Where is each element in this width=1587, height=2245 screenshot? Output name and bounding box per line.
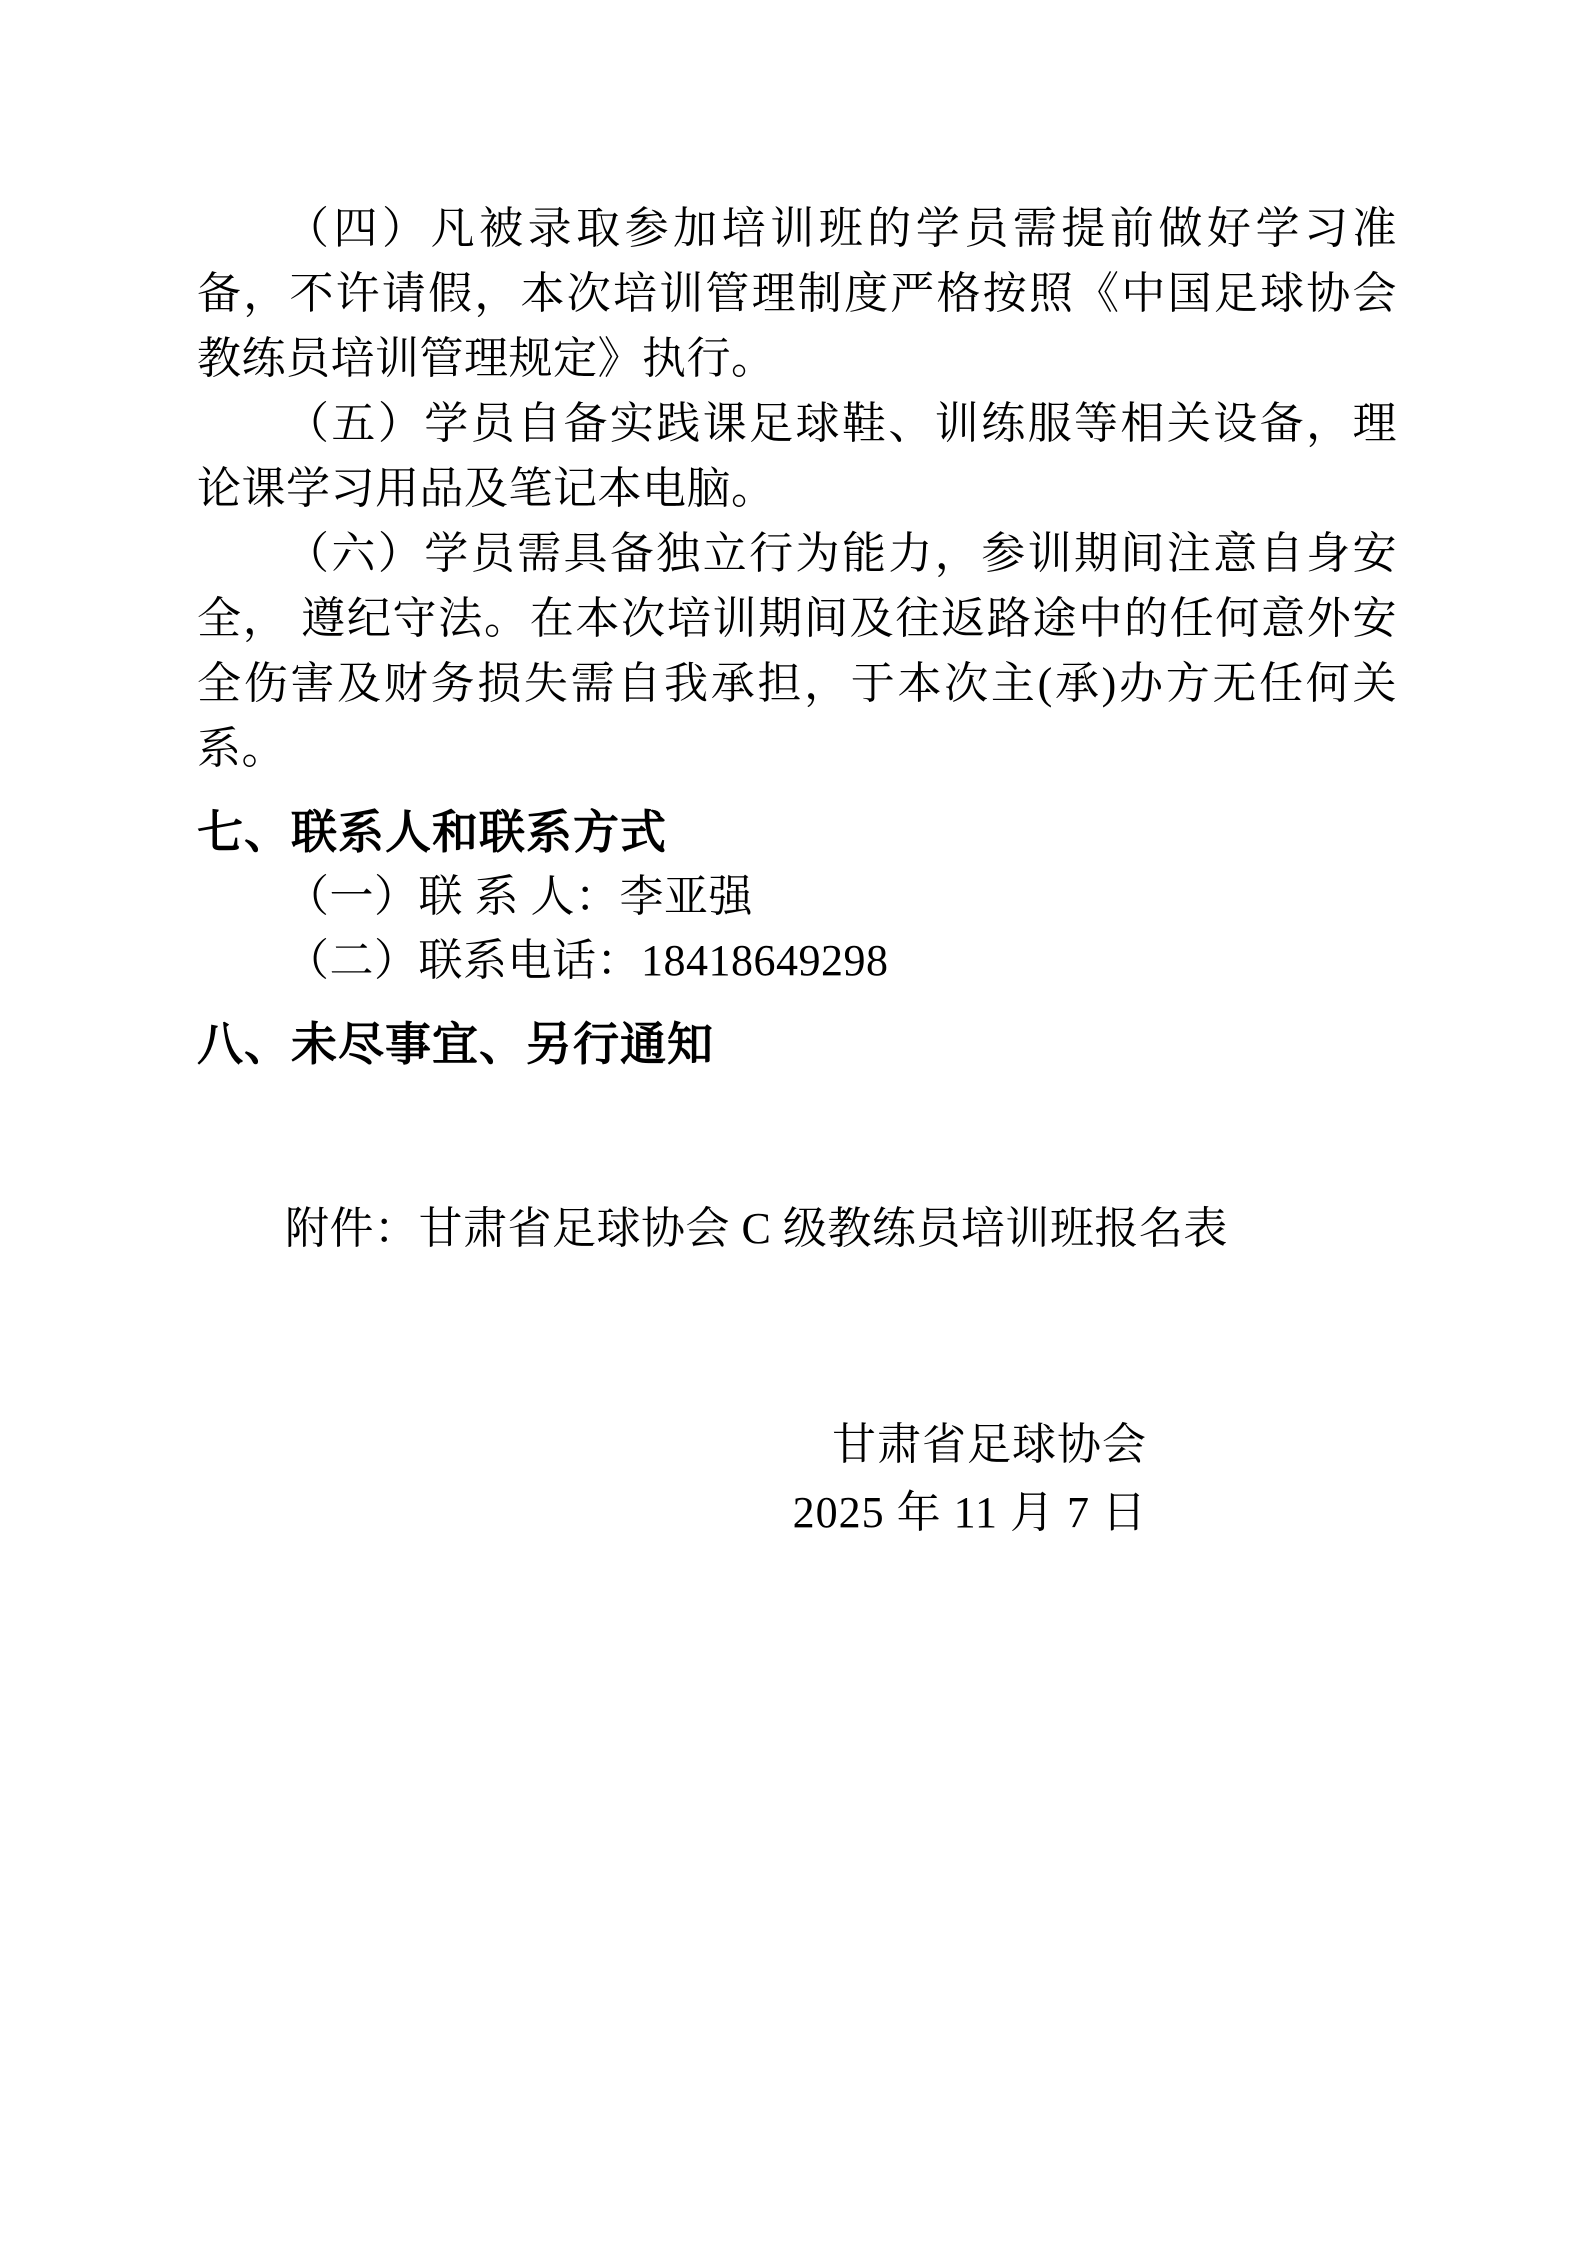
paragraph-item-6: （六）学员需具备独立行为能力，参训期间注意自身安全， 遵纪守法。在本次培训期间及往返路途中的任何意外安全伤害及财务损失需自我承担，于本次主(承)办方无任何关系。 (197, 529, 1397, 773)
contact-person-line: （一）联 系 人：李亚强 (285, 872, 753, 921)
signature-date: 2025 年 11 月 7 日 (792, 1488, 1147, 1537)
paragraph-item-4: （四）凡被录取参加培训班的学员需提前做好学习准备，不许请假，本次培训管理制度严格按照《中国足球协会教练员培训管理规定》执行。 (197, 204, 1397, 383)
paragraph-item-5: （五）学员自备实践课足球鞋、训练服等相关设备，理论课学习用品及笔记本电脑。 (197, 399, 1397, 513)
document-body (197, 196, 1397, 1547)
signature-block (197, 1411, 1397, 1547)
contact-phone-line: （二）联系电话：18418649298 (285, 936, 889, 985)
signature-organization: 甘肃省足球协会 (832, 1420, 1147, 1469)
spacer (197, 1077, 1397, 1197)
spacer (197, 993, 1397, 1007)
section-heading-seven: 七、联系人和联系方式 (197, 806, 667, 858)
spacer (197, 781, 1397, 795)
attachment-line: 附件：甘肃省足球协会 C 级教练员培训班报名表 (285, 1204, 1228, 1253)
section-heading-eight: 八、未尽事宜、另行通知 (197, 1018, 714, 1070)
